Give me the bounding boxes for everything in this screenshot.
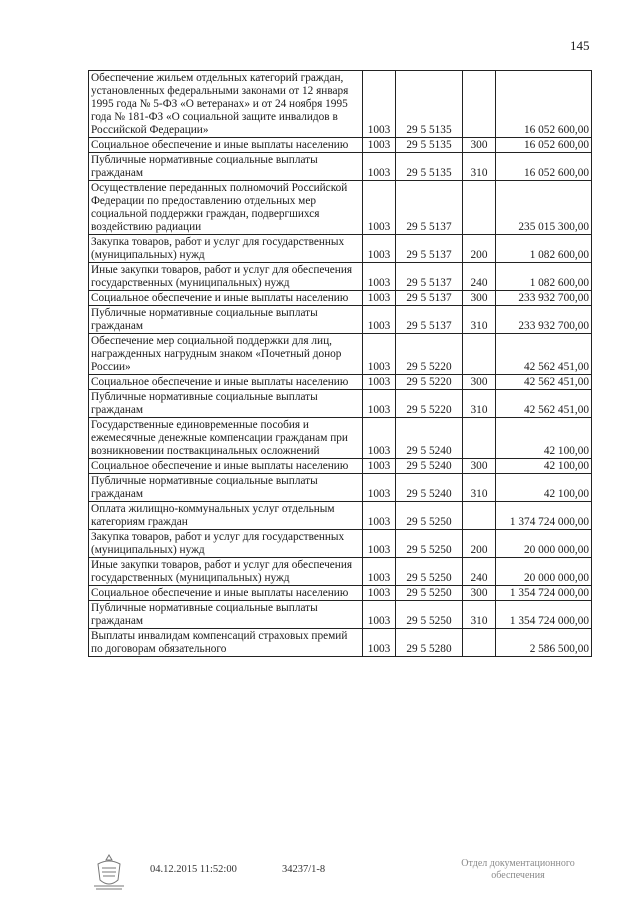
table-row: [89, 334, 592, 375]
row-sum: 233 932 700,00: [496, 291, 592, 306]
row-csr: 29 5 5250: [396, 586, 463, 601]
table-row: [89, 375, 592, 390]
row-sum: 42 100,00: [496, 474, 592, 502]
row-name: Публичные нормативные социальные выплаты гражданам: [89, 390, 363, 418]
row-name: Осуществление переданных полномочий Российской Федерации по предоставлению отдельных мер социальной поддержки граждан, подвергшихся воздействию радиации: [89, 181, 363, 235]
row-code: 1003: [363, 474, 396, 502]
row-sum: 42 100,00: [496, 418, 592, 459]
row-vr: 310: [463, 390, 496, 418]
table-row: [89, 474, 592, 502]
row-name: Публичные нормативные социальные выплаты гражданам: [89, 306, 363, 334]
table-row: [89, 181, 592, 235]
row-csr: 29 5 5240: [396, 459, 463, 474]
row-name: Иные закупки товаров, работ и услуг для обеспечения государственных (муниципальных) нужд: [89, 263, 363, 291]
row-csr: 29 5 5240: [396, 474, 463, 502]
row-name: Иные закупки товаров, работ и услуг для обеспечения государственных (муниципальных) нужд: [89, 558, 363, 586]
budget-table: [88, 70, 592, 657]
row-sum: 20 000 000,00: [496, 558, 592, 586]
row-vr: 200: [463, 530, 496, 558]
row-code: 1003: [363, 558, 396, 586]
row-sum: 1 374 724 000,00: [496, 502, 592, 530]
row-vr: 300: [463, 291, 496, 306]
table-row: [89, 459, 592, 474]
row-name: Оплата жилищно-коммунальных услуг отдельным категориям граждан: [89, 502, 363, 530]
table-row: [89, 291, 592, 306]
table-row: [89, 530, 592, 558]
stamp-line-1: Отдел документационного: [461, 858, 575, 869]
row-code: 1003: [363, 291, 396, 306]
row-vr: [463, 181, 496, 235]
row-csr: 29 5 5137: [396, 181, 463, 235]
row-sum: 1 082 600,00: [496, 235, 592, 263]
row-csr: 29 5 5220: [396, 375, 463, 390]
row-vr: [463, 629, 496, 657]
row-code: 1003: [363, 306, 396, 334]
row-vr: 310: [463, 474, 496, 502]
row-name: Социальное обеспечение и иные выплаты населению: [89, 138, 363, 153]
row-code: 1003: [363, 153, 396, 181]
row-csr: 29 5 5250: [396, 601, 463, 629]
row-csr: 29 5 5220: [396, 334, 463, 375]
row-vr: 240: [463, 558, 496, 586]
row-vr: 300: [463, 138, 496, 153]
table-row: [89, 306, 592, 334]
row-sum: 16 052 600,00: [496, 153, 592, 181]
row-code: 1003: [363, 502, 396, 530]
row-sum: 20 000 000,00: [496, 530, 592, 558]
row-name: Публичные нормативные социальные выплаты гражданам: [89, 474, 363, 502]
row-name: Закупка товаров, работ и услуг для государственных (муниципальных) нужд: [89, 530, 363, 558]
emblem-icon: [90, 852, 128, 892]
row-name: Обеспечение мер социальной поддержки для лиц, награжденных нагрудным знаком «Почетный донор России»: [89, 334, 363, 375]
table-row: [89, 418, 592, 459]
table-row: [89, 138, 592, 153]
page-number: 145: [570, 38, 590, 53]
row-code: 1003: [363, 418, 396, 459]
table-row: [89, 558, 592, 586]
row-code: 1003: [363, 138, 396, 153]
row-code: 1003: [363, 375, 396, 390]
budget-table-body: [89, 71, 592, 657]
row-csr: 29 5 5250: [396, 558, 463, 586]
row-vr: 200: [463, 235, 496, 263]
row-sum: 42 100,00: [496, 459, 592, 474]
row-code: 1003: [363, 334, 396, 375]
row-sum: 16 052 600,00: [496, 138, 592, 153]
row-vr: [463, 502, 496, 530]
row-name: Социальное обеспечение и иные выплаты населению: [89, 586, 363, 601]
row-name: Социальное обеспечение и иные выплаты населению: [89, 291, 363, 306]
footer-date: 04.12.2015 11:52:00: [150, 864, 237, 875]
row-sum: 16 052 600,00: [496, 71, 592, 138]
row-code: 1003: [363, 263, 396, 291]
row-vr: 310: [463, 601, 496, 629]
row-vr: 300: [463, 459, 496, 474]
row-csr: 29 5 5137: [396, 263, 463, 291]
row-vr: 310: [463, 306, 496, 334]
table-row: [89, 601, 592, 629]
row-vr: 300: [463, 375, 496, 390]
table-row: [89, 586, 592, 601]
row-sum: 42 562 451,00: [496, 375, 592, 390]
row-name: Выплаты инвалидам компенсаций страховых премий по договорам обязательного: [89, 629, 363, 657]
row-sum: 1 082 600,00: [496, 263, 592, 291]
department-stamp: [448, 858, 588, 882]
row-code: 1003: [363, 601, 396, 629]
row-csr: 29 5 5220: [396, 390, 463, 418]
row-csr: 29 5 5240: [396, 418, 463, 459]
table-row: [89, 502, 592, 530]
row-code: 1003: [363, 235, 396, 263]
row-code: 1003: [363, 181, 396, 235]
table-row: [89, 390, 592, 418]
row-sum: 1 354 724 000,00: [496, 586, 592, 601]
row-name: Государственные единовременные пособия и ежемесячные денежные компенсации гражданам при возникновении поствакцинальных осложнений: [89, 418, 363, 459]
row-code: 1003: [363, 629, 396, 657]
row-sum: 235 015 300,00: [496, 181, 592, 235]
row-csr: 29 5 5137: [396, 235, 463, 263]
table-row: [89, 71, 592, 138]
row-csr: 29 5 5137: [396, 291, 463, 306]
row-name: Социальное обеспечение и иные выплаты населению: [89, 375, 363, 390]
row-sum: 1 354 724 000,00: [496, 601, 592, 629]
row-vr: 240: [463, 263, 496, 291]
row-vr: [463, 71, 496, 138]
row-name: Социальное обеспечение и иные выплаты населению: [89, 459, 363, 474]
row-name: Публичные нормативные социальные выплаты гражданам: [89, 601, 363, 629]
row-code: 1003: [363, 530, 396, 558]
row-csr: 29 5 5250: [396, 530, 463, 558]
row-vr: [463, 418, 496, 459]
footer-number: 34237/1-8: [282, 864, 326, 875]
row-csr: 29 5 5137: [396, 306, 463, 334]
row-code: 1003: [363, 459, 396, 474]
row-csr: 29 5 5135: [396, 138, 463, 153]
stamp-line-2: обеспечения: [491, 870, 545, 881]
row-name: Обеспечение жильем отдельных категорий граждан, установленных федеральными законами от 12 января 1995 года № 5-ФЗ «О ветеранах» и от 24 ноября 1995 года № 181-ФЗ «О социальной защите инвалидов в Российской Федерации»: [89, 71, 363, 138]
table-row: [89, 629, 592, 657]
row-csr: 29 5 5250: [396, 502, 463, 530]
table-row: [89, 153, 592, 181]
row-csr: 29 5 5135: [396, 71, 463, 138]
row-name: Публичные нормативные социальные выплаты гражданам: [89, 153, 363, 181]
row-vr: [463, 334, 496, 375]
row-sum: 42 562 451,00: [496, 334, 592, 375]
row-sum: 233 932 700,00: [496, 306, 592, 334]
row-code: 1003: [363, 71, 396, 138]
row-sum: 42 562 451,00: [496, 390, 592, 418]
row-name: Закупка товаров, работ и услуг для государственных (муниципальных) нужд: [89, 235, 363, 263]
table-row: [89, 263, 592, 291]
row-vr: 300: [463, 586, 496, 601]
row-sum: 2 586 500,00: [496, 629, 592, 657]
row-csr: 29 5 5135: [396, 153, 463, 181]
row-code: 1003: [363, 586, 396, 601]
table-row: [89, 235, 592, 263]
row-code: 1003: [363, 390, 396, 418]
row-csr: 29 5 5280: [396, 629, 463, 657]
row-vr: 310: [463, 153, 496, 181]
